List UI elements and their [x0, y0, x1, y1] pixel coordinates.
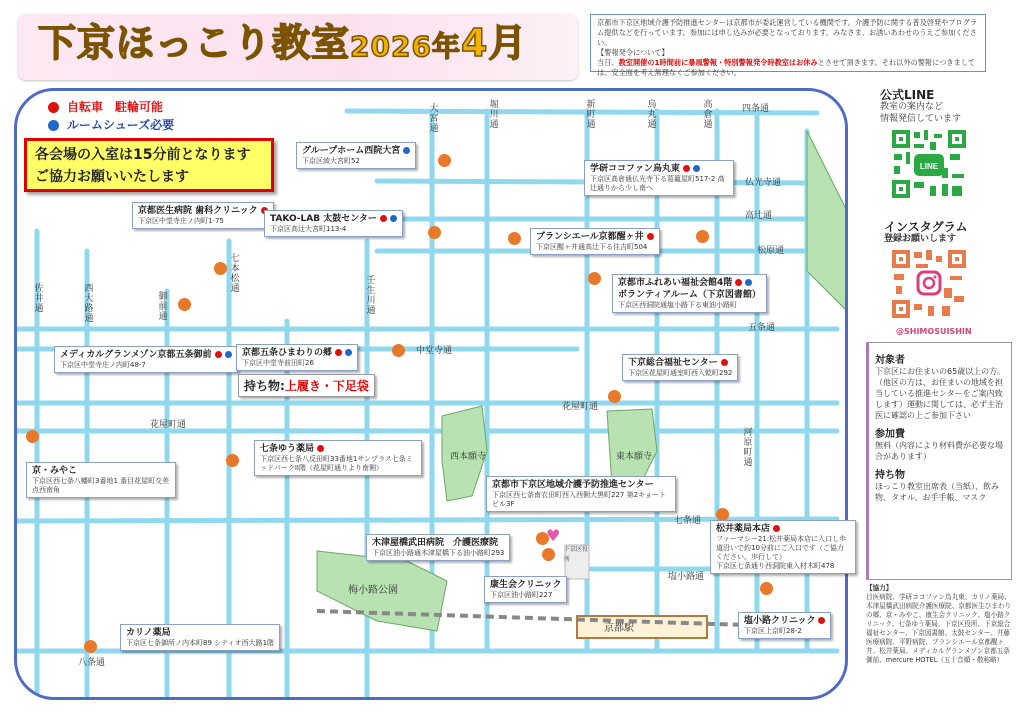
street-onmae: 御前通 — [158, 292, 168, 322]
venue-label[interactable]: TAKO-LAB 太鼓センター 下京区高辻大宮町113-4 — [264, 210, 403, 237]
instagram-icon — [918, 272, 940, 294]
higashihonganji-park — [607, 409, 657, 486]
red-dot-icon — [721, 359, 728, 366]
belongings-note: 持ち物:上履き・下足袋 — [238, 374, 375, 397]
gosho-park — [807, 131, 847, 311]
blue-dot-icon — [390, 215, 397, 222]
label-higashihonganji: 東本願寺 — [616, 452, 653, 462]
red-dot-icon — [683, 165, 690, 172]
venue-pin[interactable] — [438, 154, 451, 167]
legend-bicycle: 自転車 駐輪可能 — [48, 98, 163, 115]
street-takatsuji: 高辻通 — [745, 211, 773, 221]
blue-dot-icon — [693, 165, 700, 172]
red-dot-icon — [773, 525, 780, 532]
red-dot-icon — [380, 215, 387, 222]
venue-label[interactable]: 松井薬局本店 ファーマシー21:松井薬局本店に入口し歩道沿いで約10分前にご入口です（ご協力ください。歩行して） 下京区七条通り西洞院東入材木町478 — [710, 520, 856, 574]
blue-dot-icon — [403, 147, 410, 154]
venue-pin[interactable] — [588, 272, 601, 285]
label-ward-office: 下京区役所 — [564, 546, 589, 563]
red-dot-icon — [818, 617, 825, 624]
venue-pin[interactable] — [226, 454, 239, 467]
street-hanayacho-right: 花屋町通 — [562, 402, 599, 412]
instagram-qr-code[interactable] — [890, 248, 968, 320]
venue-label[interactable]: 京・みやこ 下京区西七条八幡町3番地1 番目花屋町交差点西南角 — [26, 462, 176, 498]
street-mibugawa: 壬生川通 — [366, 276, 376, 316]
red-dot-icon — [215, 351, 222, 358]
street-oomiya: 大宮通 — [429, 104, 439, 134]
venue-label[interactable]: 学研ココファン烏丸東 下京区高倉通仏光寺下る葛籠屋町517-2 高辻通りから少し南へ — [584, 160, 734, 196]
venue-label[interactable]: 康生会クリニック 下京区油小路町227 — [484, 576, 567, 603]
notice-box: 京都市下京区地域介護予防推進センターは京都市が委託運営している機関です。介護予防に関する普及啓発やプログラム提供などを行っています。参加には申し込みが必要となっております。みなさま、お誘いあわせのうえご参加ください。 【警報発令について】 当日、教室開催の1時間前に暴風警報・特別警報発令時教室はお休みとさせて頂きます。それ以外の警報につきましては、安全面を考え無理なくご参加ください。 — [590, 14, 986, 72]
blue-dot-icon — [48, 120, 59, 131]
street-saiin: 佐井通 — [34, 284, 44, 314]
blue-dot-icon — [345, 349, 352, 356]
venue-label[interactable]: 京都市下京区地域介護予防推進センター 下京区西七条南衣田町西入西側大黒町227 第2キョートビル3F — [486, 476, 676, 512]
street-matsubara: 松原通 — [757, 246, 785, 256]
notice-heading: 【警報発令について】 — [597, 48, 669, 57]
red-dot-icon — [335, 349, 342, 356]
venue-pin[interactable] — [84, 640, 97, 653]
venue-pin[interactable] — [214, 262, 227, 275]
street-karasuma: 烏丸通 — [647, 100, 657, 130]
heart-icon: ♥ — [546, 526, 561, 545]
venue-pin[interactable] — [428, 226, 441, 239]
venue-pin[interactable] — [608, 390, 621, 403]
entry-notice: 各会場の入室は15分前となります ご協力お願いいたします — [24, 138, 274, 192]
blue-dot-icon — [745, 279, 752, 286]
label-umekoji-park: 梅小路公園 — [348, 585, 398, 596]
venue-label[interactable]: 木津屋橋武田病院 介護医療院 下京区油小路通木津屋橋下る油小路町293 — [366, 534, 510, 561]
street-shijo: 四条通 — [742, 104, 770, 114]
venue-label[interactable]: 塩小路クリニック 下京区上京町28-2 — [738, 612, 831, 639]
street-takakura: 高倉通 — [703, 100, 713, 130]
notice-warning: 教室開催の1時間前に暴風警報・特別警報発令時教室はお休み — [618, 58, 818, 67]
venue-label[interactable]: 京都医生病院 歯科クリニック 下京区中堂寺庄ノ内町1-75 — [132, 202, 274, 229]
items-heading: 持ち物 — [875, 470, 905, 481]
street-kawaramachi: 河原町通 — [743, 428, 753, 468]
red-dot-icon — [647, 233, 654, 240]
instagram-desc: 登録お願いします — [884, 234, 957, 244]
legend-room-shoes: ルームシューズ必要 — [48, 116, 174, 133]
cooperation-list: 【協力】 目医病院、学研ココファン烏丸東、カリノ薬局、木津屋橋武田病院介護医療院、京都医生ひまわりの郷、京・みやこ、康生会クリニック、塩小路クリニック、七条ゆう薬局、下京区役所、下京総合福祉センター、下京図書館、太鼓センター、井藤医療病院、平野病院、ブランシエール京都醒ヶ井、松井薬局、メディカルグランメゾン京都五条御前、mercure HOTEL（五十音順・敬称略） — [866, 584, 1012, 664]
line-desc2: 情報発信しています — [880, 114, 962, 124]
street-shinmachi: 新町通 — [586, 100, 596, 130]
fee-text: 無料（内容により材料費が必要な場合があります） — [875, 441, 1003, 461]
red-dot-icon — [317, 445, 324, 452]
street-hanayacho-left: 花屋町通 — [150, 420, 187, 430]
red-dot-icon — [735, 279, 742, 286]
instagram-title: インスタグラム — [884, 220, 968, 234]
venue-pin[interactable] — [392, 344, 405, 357]
line-title: 公式LINE — [880, 88, 935, 102]
venue-pin[interactable] — [178, 298, 191, 311]
line-badge: LINE — [919, 162, 939, 171]
street-hachijo: 八条通 — [78, 658, 106, 668]
venue-pin[interactable] — [696, 230, 709, 243]
notice-line1: 京都市下京区地域介護予防推進センターは京都市が委託運営している機関です。介護予防に関する普及啓発やプログラム提供などを行っています。参加には申し込みが必要となっております。みなさま、お誘いあわせのうえご参加ください。 — [597, 18, 978, 47]
label-kyoto-station: 京都駅 — [604, 623, 634, 634]
street-nishioji: 西大路通 — [84, 284, 94, 324]
venue-label[interactable]: カリノ薬局 下京区七条御所ノ内本町89 シティオ西大路1階 — [120, 624, 280, 651]
street-gojo: 五条通 — [748, 323, 776, 333]
items-text: ほっこり教室出席表（当紙）、飲み物、タオル、お手手帳、マスク — [875, 482, 999, 502]
street-shichihon: 七本松通 — [230, 254, 240, 294]
venue-label[interactable]: 下京総合福祉センター 下京区花屋町通室町西入乾町292 — [622, 354, 738, 381]
instagram-handle: @SHIMOSUISHIN — [896, 327, 972, 336]
venue-pin[interactable] — [508, 232, 521, 245]
blue-dot-icon — [225, 351, 232, 358]
fee-heading: 参加費 — [875, 429, 905, 440]
target-text: 下京区にお住まいの65歳以上の方。 （他区の方は、お住まいの地域を担当している推進センターをご案内致します）運動に関しては、必ず主治医に確認の上ご参加下さい — [875, 367, 1010, 420]
street-chudoji: 中堂寺通 — [416, 346, 453, 356]
venue-pin[interactable] — [542, 548, 555, 561]
target-heading: 対象者 — [875, 355, 905, 366]
red-dot-icon — [48, 102, 59, 113]
venue-label[interactable]: 京都五条ひまわりの郷 下京区中堂寺前田町26 — [236, 344, 358, 371]
street-shichijo: 七条通 — [674, 516, 702, 526]
venue-label[interactable]: 京都市ふれあい福祉会館4階 ボランティアルーム（下京図書館） 下京区西洞院通塩小路下る東油小路町 — [612, 274, 767, 313]
venue-pin[interactable] — [760, 582, 773, 595]
info-box — [866, 342, 1012, 580]
street-shiokoji: 塩小路通 — [668, 572, 705, 582]
venue-label[interactable]: グループホーム西院大宮 下京区綾大宮町52 — [296, 142, 416, 169]
line-desc1: 教室の案内など — [880, 102, 944, 112]
line-qr-code[interactable] — [890, 128, 968, 200]
venue-label[interactable]: メディカルグランメゾン京都五条御前 下京区中堂寺庄ノ内町48-7 — [54, 346, 238, 373]
venue-label[interactable]: 七条ゆう薬局 下京区西七条八反田町33番地1サンプラス七条ミッドパークII階（花屋町通りより南側） — [254, 440, 422, 476]
street-horikawa: 堀川通 — [489, 100, 499, 130]
venue-label[interactable]: ブランシエール京都醒ヶ井 下京区醒ヶ井通高辻下る住吉町504 — [530, 228, 660, 255]
street-bukkoji: 仏光寺通 — [745, 178, 782, 188]
venue-pin[interactable] — [26, 430, 39, 443]
label-nishihonganji: 西本願寺 — [450, 452, 487, 462]
page-title: 下京ほっこり教室2026年4月 — [38, 21, 528, 65]
